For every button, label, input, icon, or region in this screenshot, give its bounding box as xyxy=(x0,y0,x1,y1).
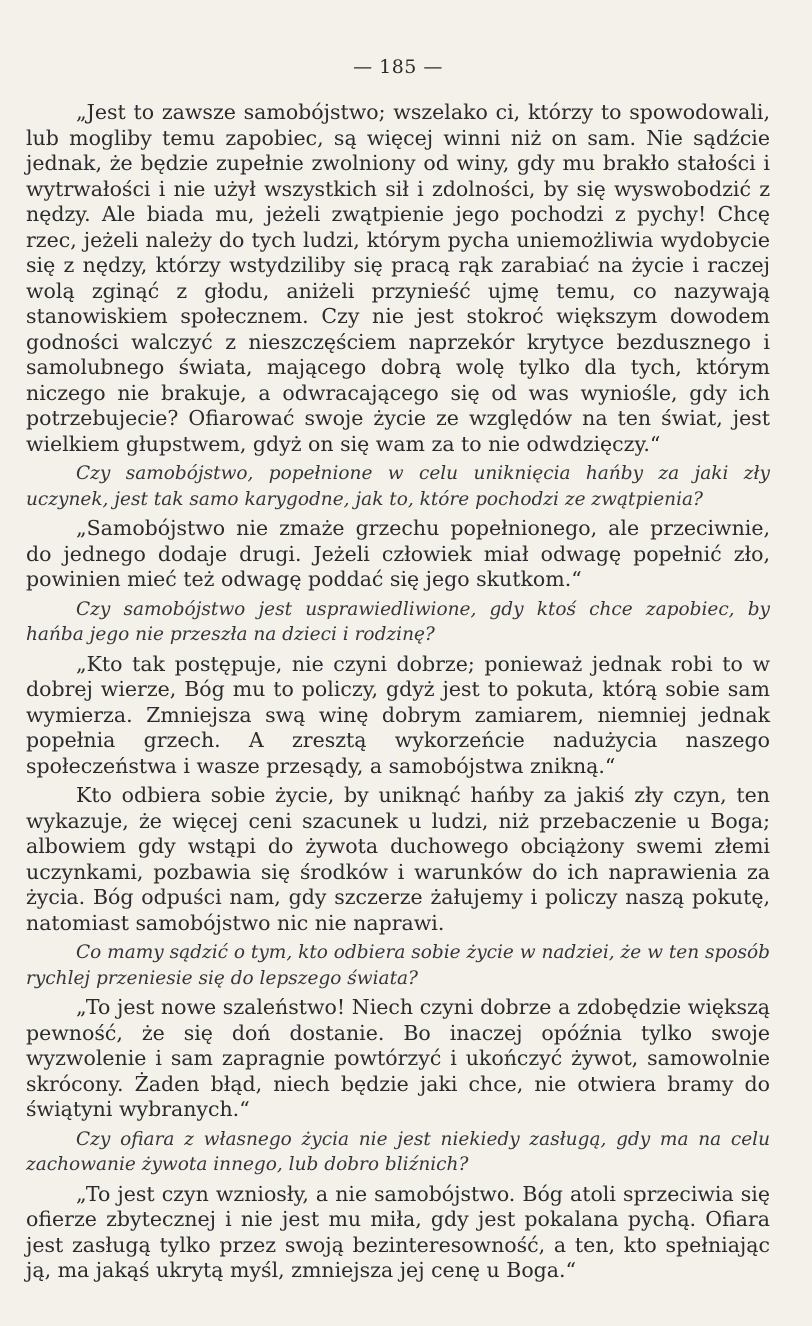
answer-paragraph: „Kto tak postępuje, nie czyni dobrze; ponieważ jednak robi to w dobrej wierze, Bóg mu to policzy, gdyż jest to pokuta, którą sobie sam wymierza. Zmniejsza swą winę dobrym zamiarem, niemniej jednak popełnia grzech. A zresztą wykorzeńcie nadużycia naszego społeczeństwa i wasze przesądy, a samobójstwa znikną.“ xyxy=(26,651,770,778)
commentary-paragraph: Kto odbiera sobie życie, by uniknąć hańby za jakiś zły czyn, ten wykazuje, że więcej ceni szacunek u ludzi, niż przebaczenie u Boga; albowiem gdy wstąpi do żywota duchowego obciążony swemi złemi uczynkami, pozbawia się środków i warunków do ich naprawienia za życia. Bóg odpuści nam, gdy szczerze żałujemy i policzy naszą pokutę, natomiast samobójstwo nic nie naprawi. xyxy=(26,783,770,935)
page-number: — 185 — xyxy=(353,56,443,78)
answer-paragraph: „Jest to zawsze samobójstwo; wszelako ci, którzy to spowodowali, lub mogliby temu zapobiec, są więcej winni niż on sam. Nie sądźcie jednak, że będzie zupełnie zwolniony od winy, gdy mu brakło stałości i wytrwałości i nie użył wszystkich sił i zdolności, by się wyswobodzić z nędzy. Ale biada mu, jeżeli zwątpienie jego pochodzi z pychy! Chcę rzec, jeżeli należy do tych ludzi, którym pycha uniemożliwia wydobycie się z nędzy, którzy wstydziliby się pracą rąk zarabiać na życie i raczej wolą zginąć z głodu, aniżeli przynieść ujmę temu, co nazywają stanowiskiem społecznem. Czy nie jest stokroć większym dowodem godności walczyć z nieszczęściem naprzekór krytyce bezdusznego i samolubnego świata, mającego dobrą wolę tylko dla tych, którym niczego nie brakuje, a odwracającego się od was wyniośle, gdy ich potrzebujecie? Ofiarować swoje życie ze względów na ten świat, jest wielkiem głupstwem, gdyż on się wam za to nie odwdzięczy.“ xyxy=(26,100,770,456)
answer-paragraph: „To jest czyn wzniosły, a nie samobójstwo. Bóg atoli sprzeciwia się ofierze zbytecznej i nie jest mu miła, gdy jest pokalana pychą. Ofiara jest zasługą tylko przez swoją bezinteresowność, a ten, kto spełniając ją, ma jakąś ukrytą myśl, zmniejsza jej cenę u Boga.“ xyxy=(26,1181,770,1282)
question-paragraph: Czy samobójstwo, popełnione w celu uniknięcia hańby za jaki zły uczynek, jest tak samo karygodne, jak to, które pochodzi ze zwątpienia? xyxy=(26,463,770,510)
question-paragraph: Czy ofiara z własnego życia nie jest niekiedy zasługą, gdy ma na celu zachowanie żywota innego, lub dobro bliźnich? xyxy=(26,1128,770,1175)
question-paragraph: Czy samobójstwo jest usprawiedliwione, gdy ktoś chce zapobiec, by hańba jego nie przeszła na dzieci i rodzinę? xyxy=(26,598,770,645)
answer-paragraph: „To jest nowe szaleństwo! Niech czyni dobrze a zdobędzie większą pewność, że się doń dostanie. Bo inaczej opóźnia tylko swoje wyzwolenie i sam zapragnie powtórzyć i ukończyć żywot, samowolnie skrócony. Żaden błąd, niech będzie jaki chce, nie otwiera bramy do świątyni wybranych.“ xyxy=(26,995,770,1121)
question-paragraph: Co mamy sądzić o tym, kto odbiera sobie życie w nadziei, że w ten sposób rychlej przeniesie się do lepszego świata? xyxy=(26,942,770,989)
answer-paragraph: „Samobójstwo nie zmaże grzechu popełnionego, ale przeciwnie, do jednego dodaje drugi. Jeżeli człowiek miał odwagę popełnić zło, powinien mieć też odwagę poddać się jego skutkom.“ xyxy=(26,516,770,591)
